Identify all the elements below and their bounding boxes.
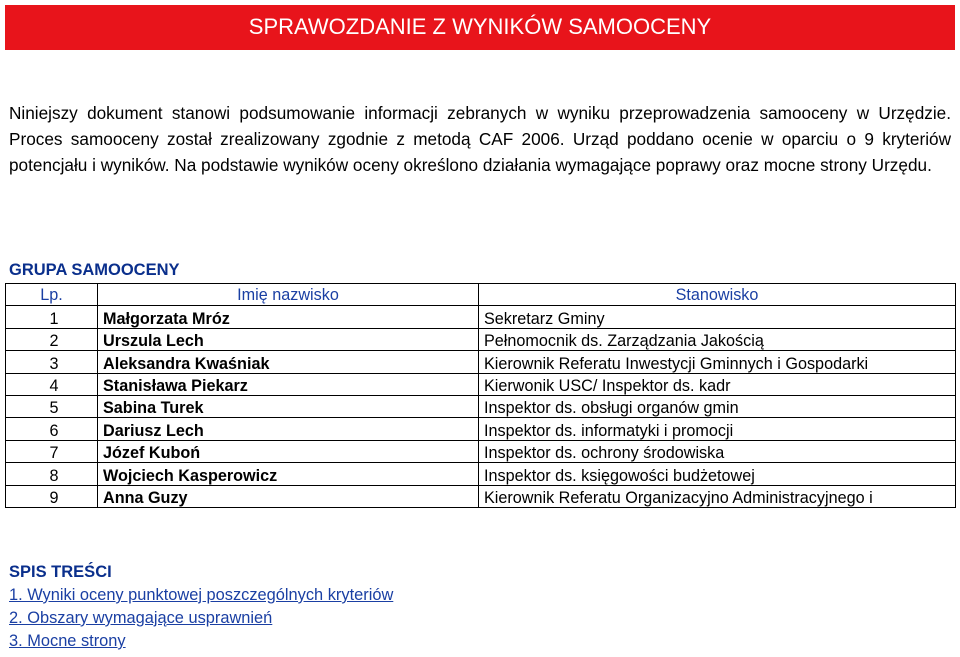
column-header-position: Stanowisko bbox=[479, 284, 956, 306]
table-row bbox=[6, 463, 956, 485]
member-position: Sekretarz Gminy bbox=[479, 306, 956, 328]
row-number: 6 bbox=[6, 418, 98, 440]
member-position: Inspektor ds. księgowości budżetowej bbox=[479, 463, 956, 485]
row-number: 1 bbox=[6, 306, 98, 328]
row-number: 4 bbox=[6, 373, 98, 395]
table-row bbox=[6, 328, 956, 350]
table-of-contents bbox=[9, 586, 393, 655]
row-number: 7 bbox=[6, 440, 98, 462]
member-position: Pełnomocnik ds. Zarządzania Jakością bbox=[479, 328, 956, 350]
toc-item bbox=[9, 609, 393, 632]
member-position: Kierwonik USC/ Inspektor ds. kadr bbox=[479, 373, 956, 395]
table-row bbox=[6, 418, 956, 440]
member-name: Sabina Turek bbox=[98, 395, 479, 417]
member-position: Kierownik Referatu Inwestycji Gminnych i Gospodarki bbox=[479, 351, 956, 373]
toc-link-strengths[interactable]: 3. Mocne strony bbox=[9, 632, 126, 650]
intro-paragraph: Niniejszy dokument stanowi podsumowanie informacji zebranych w wyniku przeprowadzenia samooceny w Urzędzie. Proces samooceny został zrealizowany zgodnie z metodą CAF 2006. Urząd poddano ocenie w oparciu o 9 kryteriów potencjału i wyników. Na podstawie wyników oceny określono działania wymagające poprawy oraz mocne strony Urzędu. bbox=[9, 103, 951, 175]
column-header-lp: Lp. bbox=[6, 284, 98, 306]
table-row bbox=[6, 440, 956, 462]
member-name: Anna Guzy bbox=[98, 485, 479, 507]
toc-heading: SPIS TREŚCI bbox=[9, 563, 112, 581]
members-table bbox=[5, 283, 956, 508]
member-name: Stanisława Piekarz bbox=[98, 373, 479, 395]
toc-item bbox=[9, 586, 393, 609]
member-position: Inspektor ds. obsługi organów gmin bbox=[479, 395, 956, 417]
row-number: 5 bbox=[6, 395, 98, 417]
row-number: 9 bbox=[6, 485, 98, 507]
member-name: Józef Kuboń bbox=[98, 440, 479, 462]
title-banner bbox=[5, 5, 955, 50]
member-name: Wojciech Kasperowicz bbox=[98, 463, 479, 485]
column-header-name: Imię nazwisko bbox=[98, 284, 479, 306]
member-name: Dariusz Lech bbox=[98, 418, 479, 440]
table-row bbox=[6, 351, 956, 373]
member-name: Urszula Lech bbox=[98, 328, 479, 350]
member-name: Małgorzata Mróz bbox=[98, 306, 479, 328]
row-number: 3 bbox=[6, 351, 98, 373]
row-number: 8 bbox=[6, 463, 98, 485]
table-row bbox=[6, 395, 956, 417]
row-number: 2 bbox=[6, 328, 98, 350]
group-heading: GRUPA SAMOOCENY bbox=[9, 261, 180, 279]
toc-item bbox=[9, 632, 393, 655]
member-position: Inspektor ds. informatyki i promocji bbox=[479, 418, 956, 440]
table-header-row bbox=[6, 284, 956, 306]
member-position: Kierownik Referatu Organizacyjno Administracyjnego i bbox=[479, 485, 956, 507]
toc-link-criteria-scores[interactable]: 1. Wyniki oceny punktowej poszczególnych kryteriów bbox=[9, 586, 394, 604]
table-row bbox=[6, 373, 956, 395]
table-row bbox=[6, 485, 956, 507]
member-name: Aleksandra Kwaśniak bbox=[98, 351, 479, 373]
document-title: SPRAWOZDANIE Z WYNIKÓW SAMOOCENY bbox=[248, 13, 712, 39]
toc-link-improvement-areas[interactable]: 2. Obszary wymagające usprawnień bbox=[9, 609, 273, 627]
member-position: Inspektor ds. ochrony środowiska bbox=[479, 440, 956, 462]
table-row bbox=[6, 306, 956, 328]
